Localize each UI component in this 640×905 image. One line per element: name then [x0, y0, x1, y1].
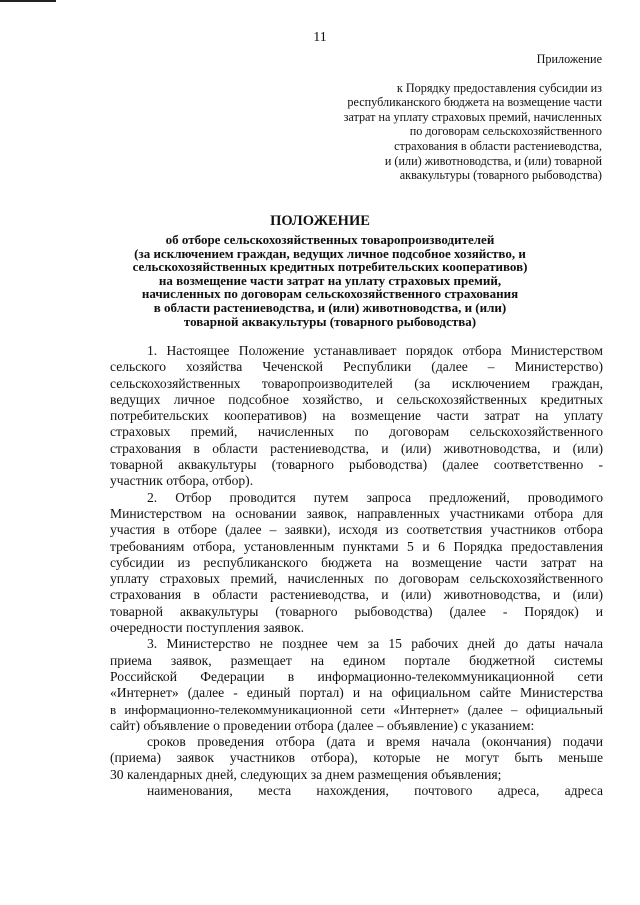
- body-line: страховых премий, начисленных по договорам сельскохозяйственного: [110, 424, 603, 440]
- body-line: приема заявок, размещает на едином портале бюджетной системы: [110, 652, 603, 668]
- top-rule-line: [0, 0, 56, 2]
- body-line: участия в отборе (далее – заявки), исходя из соответствия участников отбора: [110, 522, 603, 538]
- document-body: [110, 343, 603, 799]
- body-line: страхования в области растениеводства, и (или) животноводства, и (или): [110, 440, 603, 456]
- body-line: очередности поступления заявок.: [110, 620, 305, 636]
- subtitle-line: в области растениеводства, и (или) животноводства, и (или): [153, 299, 507, 315]
- appendix-block: [300, 52, 602, 183]
- body-line: 2. Отбор проводится путем запроса предложений, проводимого: [147, 489, 603, 505]
- body-line: в информационно-телекоммуникационной сети «Интернет» (далее – официальный: [110, 701, 603, 717]
- body-line: 30 календарных дней, следующих за днем размещения объявления;: [110, 766, 502, 782]
- body-line: товарной аквакультуры (товарного рыбоводства) (далее - Порядок) и: [110, 603, 603, 619]
- document-title: ПОЛОЖЕНИЕ: [270, 213, 370, 229]
- appendix-line: затрат на уплату страховых премий, начисленных: [343, 109, 602, 124]
- appendix-line: по договорам сельскохозяйственного: [409, 124, 602, 139]
- body-line: сельского хозяйства Чеченской Республики (далее – Министерство): [110, 359, 603, 375]
- subtitle-line: товарной аквакультуры (товарного рыбоводства): [183, 313, 477, 329]
- body-line: страхования в области растениеводства, и (или) животноводства, и (или): [110, 587, 603, 603]
- body-line: участник отбора, отбор).: [110, 473, 254, 489]
- body-line: сроков проведения отбора (дата и время начала (окончания) подачи: [147, 734, 603, 750]
- appendix-line: аквакультуры (товарного рыбоводства): [399, 168, 602, 183]
- subtitle-line: (за исключением граждан, ведущих личное подсобное хозяйство, и: [134, 245, 526, 261]
- body-line: сайт) объявление о проведении отбора (далее – объявление) с указанием:: [110, 717, 535, 733]
- subtitle-line: сельскохозяйственных кредитных потребительских кооперативов): [132, 259, 528, 275]
- body-line: Российской Федерации в информационно-телекоммуникационной сети: [110, 668, 603, 684]
- body-line: «Интернет» (далее - единый портал) и на официальном сайте Министерства: [110, 685, 603, 701]
- appendix-line: страхования в области растениеводства,: [394, 138, 602, 153]
- page-number: 11: [313, 30, 327, 45]
- body-line: потребительских кооперативов) на возмещение части затрат на уплату: [110, 408, 603, 424]
- appendix-line: к Порядку предоставления субсидии из: [396, 80, 602, 95]
- body-line: уплату страховых премий, начисленных по договорам сельскохозяйственного: [110, 571, 603, 587]
- body-line: субсидии из республиканского бюджета на возмещение части затрат на: [110, 554, 603, 570]
- body-line: ведущих личное подсобное хозяйство, и сельскохозяйственных кредитных: [110, 391, 603, 407]
- body-line: сельскохозяйственных товаропроизводителей (за исключением граждан,: [110, 375, 603, 391]
- appendix-line: и (или) животноводства, и (или) товарной: [384, 153, 602, 168]
- body-line: 1. Настоящее Положение устанавливает порядок отбора Министерством: [147, 343, 603, 358]
- body-line: требованиям отбора, установленным пунктами 5 и 6 Порядка предоставления: [110, 538, 603, 554]
- body-line: 3. Министерство не позднее чем за 15 рабочих дней до даты начала: [147, 636, 603, 652]
- subtitle-line: на возмещение части затрат на уплату страховых премий,: [158, 272, 502, 288]
- subtitle-line: об отборе сельскохозяйственных товаропроизводителей: [165, 232, 495, 247]
- appendix-line: республиканского бюджета на возмещение части: [347, 95, 602, 110]
- appendix-heading: Приложение: [536, 52, 602, 66]
- subtitle-line: начисленных по договорам сельскохозяйственного страхования: [141, 286, 519, 302]
- body-line: Министерством на основании заявок, направленных участниками отбора для: [110, 505, 603, 521]
- body-line: (приема) заявок участников отбора), которые не могут быть меньше: [110, 750, 603, 766]
- body-line: наименования, места нахождения, почтового адреса, адреса: [147, 783, 603, 799]
- document-subtitle: [100, 233, 560, 328]
- body-line: товарной аквакультуры (товарного рыбоводства) (далее соответственно -: [110, 457, 603, 473]
